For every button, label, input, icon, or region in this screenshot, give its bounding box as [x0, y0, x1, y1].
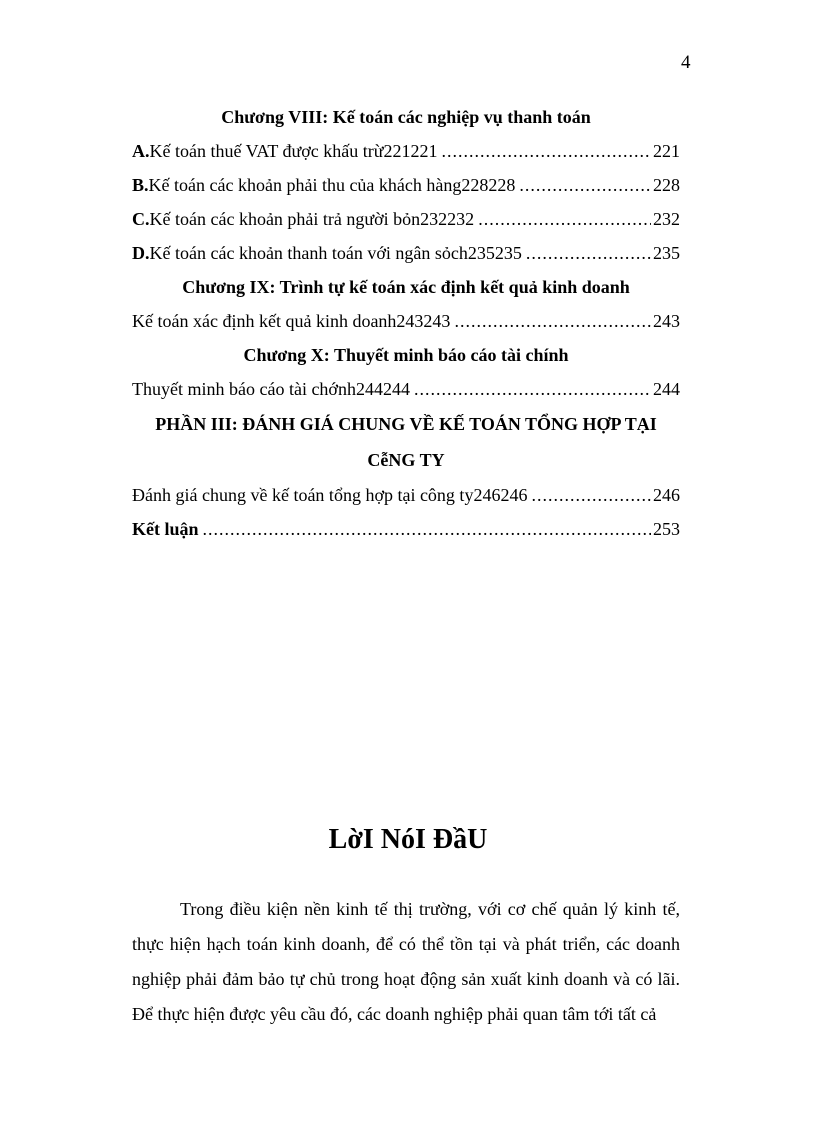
- toc-entry[interactable]: [132, 372, 680, 406]
- entry-prefix: A.: [132, 141, 150, 161]
- entry-title: Kết luận: [132, 519, 199, 539]
- page-number: 4: [681, 52, 691, 73]
- dot-leader: [531, 478, 651, 512]
- entry-page: 246: [653, 485, 680, 505]
- table-of-contents: [132, 100, 680, 546]
- dot-leader: [442, 134, 652, 168]
- preface-paragraph: [132, 892, 680, 1032]
- paragraph-line: thực hiện hạch toán kinh doanh, để có thể tồn tại và phát triển, các doanh: [132, 934, 680, 954]
- toc-entry[interactable]: [132, 478, 680, 512]
- entry-page: 235: [653, 243, 680, 263]
- chapter-9-heading: Chương IX: Trình tự kế toán xác định kết quả kinh doanh: [182, 277, 630, 297]
- toc-entry[interactable]: [132, 168, 680, 202]
- preface-title: LờI NóI ĐầU: [328, 824, 488, 855]
- entry-page: 221: [653, 141, 680, 161]
- dot-leader: [414, 372, 651, 406]
- dot-leader: [454, 304, 651, 338]
- toc-entry[interactable]: [132, 202, 680, 236]
- paragraph-line: Để thực hiện được yêu cầu đó, các doanh nghiệp phải quan tâm tới tất cả: [132, 1004, 657, 1024]
- toc-entry-conclusion[interactable]: [132, 512, 680, 546]
- paragraph-line: nghiệp phải đảm bảo tự chủ trong hoạt động sản xuất kinh doanh và có lãi.: [132, 969, 680, 989]
- chapter-10-heading: Chương X: Thuyết minh báo cáo tài chính: [243, 345, 569, 365]
- part-3-heading: PHẦN III: ĐÁNH GIÁ CHUNG VỀ KẾ TOÁN TỔNG HỢP TẠI: [155, 414, 657, 434]
- entry-prefix: D.: [132, 243, 150, 263]
- entry-title: Kế toán thuế VAT được khấu trừ221221: [149, 141, 438, 161]
- entry-title: Kế toán các khoản phải thu của khách hàng228228: [148, 175, 516, 195]
- entry-title: Kế toán các khoản thanh toán với ngân sỏch235235: [149, 243, 522, 263]
- entry-title: Kế toán các khoản phải trả người bỏn232232: [149, 209, 475, 229]
- preface-body: [132, 892, 680, 1032]
- entry-title: Kế toán xác định kết quả kinh doanh243243: [132, 311, 451, 331]
- paragraph-line: Trong điều kiện nền kinh tế thị trường, với cơ chế quản lý kinh tế,: [180, 899, 680, 919]
- entry-prefix: C.: [132, 209, 150, 229]
- entry-page: 232: [653, 209, 680, 229]
- toc-entry[interactable]: [132, 236, 680, 270]
- dot-leader: [519, 168, 651, 202]
- toc-entry[interactable]: [132, 304, 680, 338]
- entry-prefix: B.: [132, 175, 149, 195]
- entry-title: Thuyết minh báo cáo tài chớnh244244: [132, 379, 410, 399]
- dot-leader: [203, 512, 651, 546]
- dot-leader: [478, 202, 651, 236]
- toc-entry[interactable]: [132, 134, 680, 168]
- entry-title: Đánh giá chung về kế toán tổng hợp tại công ty246246: [132, 485, 528, 505]
- entry-page: 244: [653, 379, 680, 399]
- entry-page: 228: [653, 175, 680, 195]
- dot-leader: [526, 236, 651, 270]
- part-3-heading-continued: CễNG TY: [367, 450, 445, 470]
- chapter-8-heading: Chương VIII: Kế toán các nghiệp vụ thanh toán: [221, 107, 591, 127]
- entry-page: 253: [653, 519, 680, 539]
- entry-page: 243: [653, 311, 680, 331]
